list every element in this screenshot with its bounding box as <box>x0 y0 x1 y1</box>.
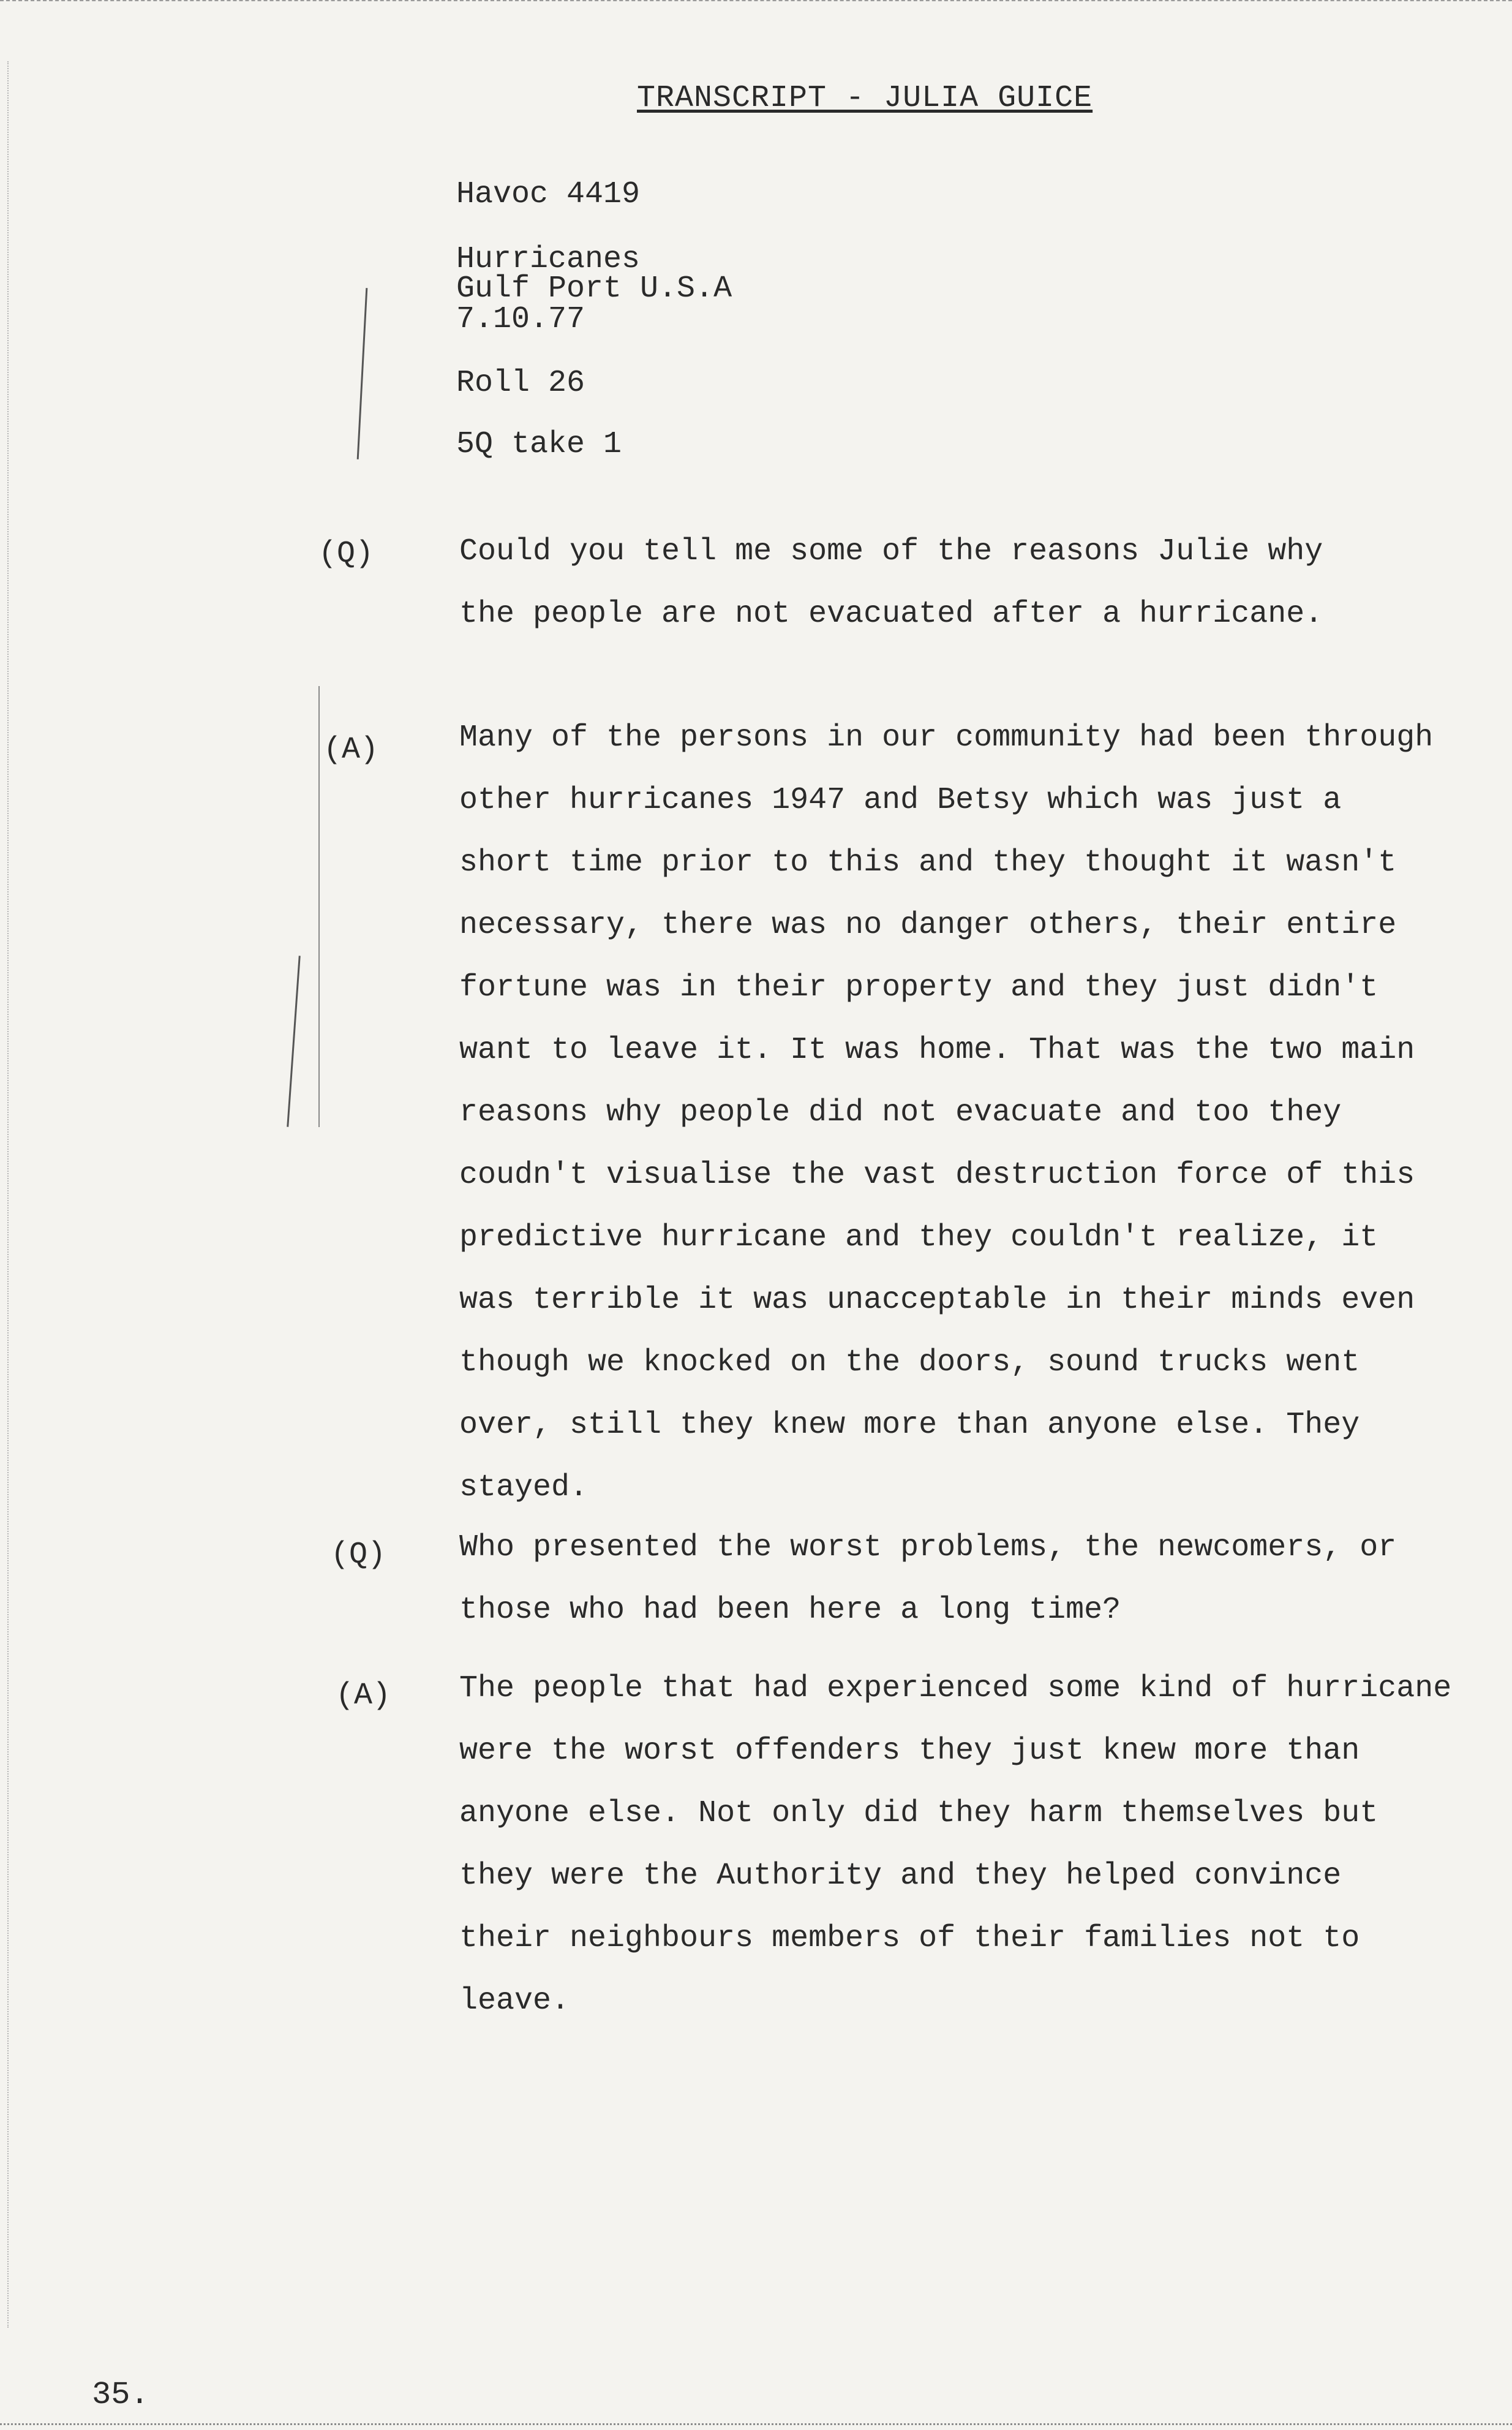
text-line: fortune was in their property and they just didn't <box>459 970 1378 1005</box>
text-line: reasons why people did not evacuate and too they <box>459 1095 1342 1130</box>
text-line: anyone else. Not only did they harm themselves but <box>459 1796 1378 1831</box>
question-text <box>459 521 1500 646</box>
text-line: stayed. <box>459 1470 589 1505</box>
text-line: Many of the persons in our community had been through <box>459 720 1434 755</box>
location-line: Gulf Port U.S.A <box>456 271 732 306</box>
text-line: their neighbours members of their families not to <box>459 1921 1360 1956</box>
page-number: 35. <box>92 2377 149 2413</box>
answer-label: (A) <box>336 1678 391 1713</box>
text-line: necessary, there was no danger others, their entire <box>459 908 1397 943</box>
subject-line: Hurricanes <box>456 242 641 277</box>
reference-number: Havoc 4419 <box>456 177 641 212</box>
text-line: Could you tell me some of the reasons Julie why <box>459 534 1323 569</box>
text-line: were the worst offenders they just knew more than <box>459 1734 1360 1768</box>
text-line: those who had been here a long time? <box>459 1593 1121 1628</box>
text-line: short time prior to this and they thought it wasn't <box>459 845 1397 880</box>
text-line: predictive hurricane and they couldn't realize, it <box>459 1220 1378 1255</box>
take-line: 5Q take 1 <box>456 427 622 462</box>
question-label: (Q) <box>318 537 374 572</box>
answer-label: (A) <box>323 733 379 768</box>
left-edge-marks <box>7 61 10 2328</box>
text-line: they were the Authority and they helped convince <box>459 1858 1342 1893</box>
question-text <box>459 1517 1500 1642</box>
text-line: was terrible it was unacceptable in their minds even <box>459 1283 1415 1318</box>
text-line: though we knocked on the doors, sound trucks went <box>459 1345 1360 1380</box>
text-line: over, still they knew more than anyone else. They <box>459 1408 1360 1443</box>
margin-line <box>287 956 301 1127</box>
text-line: want to leave it. It was home. That was the two main <box>459 1033 1415 1068</box>
question-label: (Q) <box>331 1538 386 1572</box>
answer-text <box>459 1658 1500 2032</box>
page-title: TRANSCRIPT - JULIA GUICE <box>637 81 1093 116</box>
text-line: the people are not evacuated after a hurricane. <box>459 597 1323 632</box>
pencil-margin-line <box>357 288 368 459</box>
text-line: The people that had experienced some kind of hurricane <box>459 1671 1452 1706</box>
roll-line: Roll 26 <box>456 366 585 401</box>
date-line: 7.10.77 <box>456 302 585 337</box>
top-edge-marks <box>0 0 1512 6</box>
text-line: leave. <box>459 1983 570 2018</box>
answer-text <box>459 707 1500 1519</box>
text-line: Who presented the worst problems, the newcomers, or <box>459 1530 1397 1565</box>
bottom-edge-marks <box>0 2423 1512 2426</box>
text-line: other hurricanes 1947 and Betsy which was just a <box>459 783 1342 818</box>
text-line: coudn't visualise the vast destruction force of this <box>459 1158 1415 1193</box>
margin-scribble <box>318 686 320 1127</box>
